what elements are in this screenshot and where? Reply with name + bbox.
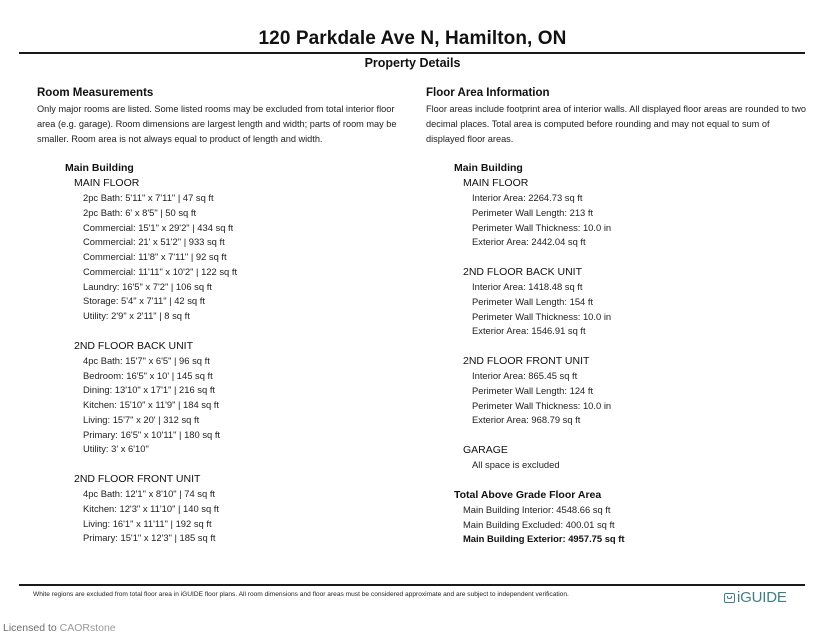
- floor-2nd-front: [37, 472, 412, 546]
- room-item: 2pc Bath: 5'11" x 7'11" | 47 sq ft: [83, 192, 214, 203]
- floor-name: 2ND FLOOR FRONT UNIT: [74, 473, 201, 485]
- room-item: Kitchen: 15'10" x 11'9" | 184 sq ft: [83, 399, 220, 410]
- room-item: Living: 15'7" x 20' | 312 sq ft: [83, 413, 200, 425]
- room-item: Kitchen: 12'3" x 11'10" | 140 sq ft: [83, 502, 220, 514]
- area-floor-main: [426, 176, 806, 250]
- license-watermark: [3, 622, 116, 634]
- room-item: 4pc Bath: 12'1" x 8'10" | 74 sq ft: [83, 488, 216, 499]
- floor-area-heading: Floor Area Information: [426, 87, 550, 99]
- area-item: Perimeter Wall Thickness: 10.0 in: [472, 399, 612, 411]
- header-divider: [19, 52, 805, 54]
- total-excluded: Main Building Excluded: 400.01 sq ft: [463, 518, 615, 530]
- floor-area-intro: Floor areas include footprint area of interior walls. All displayed floor areas are rounded to two decimal places. Total area is computed before rounding and may not equal to sum of displayed floor areas.: [426, 104, 806, 144]
- total-exterior: Main Building Exterior: 4957.75 sq ft: [463, 533, 625, 545]
- floor-name: MAIN FLOOR: [463, 177, 529, 189]
- area-floor-garage: [426, 443, 806, 473]
- floor-2nd-back: [37, 339, 412, 457]
- area-item: Exterior Area: 968.79 sq ft: [472, 414, 581, 426]
- room-measurements-intro: Only major rooms are listed. Some listed rooms may be excluded from total interior floor area (e.g. garage). Room dimensions are largest length and width; parts of room may be smaller. Room area is not always equal to product of length and width.: [37, 104, 397, 144]
- room-item: Living: 16'1" x 11'11" | 192 sq ft: [83, 517, 212, 529]
- area-floor-2nd-front: [426, 354, 806, 428]
- room-item: Commercial: 11'8" x 7'11" | 92 sq ft: [83, 251, 227, 262]
- total-area-block: [426, 488, 806, 547]
- room-item: Utility: 2'9" x 2'11" | 8 sq ft: [83, 310, 190, 321]
- room-item: Primary: 15'1" x 12'3" | 185 sq ft: [83, 532, 216, 544]
- room-measurements-section: [37, 86, 412, 561]
- iguide-box-icon: [724, 593, 735, 603]
- room-item: 2pc Bath: 6' x 8'5" | 50 sq ft: [83, 206, 197, 218]
- floor-name: 2ND FLOOR BACK UNIT: [463, 266, 583, 278]
- footer-disclaimer: White regions are excluded from total floor area in iGUIDE floor plans. All room dimensions and floor areas must be considered approximate and are subject to independent verification.: [33, 591, 569, 598]
- building-name: Main Building: [454, 162, 523, 174]
- area-item: Interior Area: 1418.48 sq ft: [472, 281, 583, 292]
- area-item: Perimeter Wall Length: 154 ft: [472, 295, 594, 307]
- room-item: Commercial: 15'1" x 29'2" | 434 sq ft: [83, 221, 234, 233]
- page-subtitle: Property Details: [364, 56, 461, 70]
- room-item: Primary: 16'5" x 10'11" | 180 sq ft: [83, 428, 221, 440]
- floor-main: [37, 176, 412, 324]
- room-item: 4pc Bath: 15'7" x 6'5" | 96 sq ft: [83, 354, 210, 366]
- property-address-title: 120 Parkdale Ave N, Hamilton, ON: [258, 28, 567, 49]
- room-item: Laundry: 16'5" x 7'2" | 106 sq ft: [83, 280, 212, 292]
- room-item: Utility: 3' x 6'10": [83, 443, 149, 455]
- room-item: Commercial: 11'11" x 10'2" | 122 sq ft: [83, 265, 238, 277]
- area-floor-2nd-back: [426, 265, 806, 339]
- floor-name: MAIN FLOOR: [74, 177, 140, 189]
- license-prefix: Licensed to: [3, 622, 60, 634]
- area-item: Interior Area: 2264.73 sq ft: [472, 192, 583, 203]
- building-name: Main Building: [65, 162, 134, 174]
- floor-name: 2ND FLOOR FRONT UNIT: [463, 355, 590, 367]
- room-measurements-heading: Room Measurements: [37, 87, 154, 99]
- floor-name: 2ND FLOOR BACK UNIT: [74, 339, 194, 352]
- area-item: Perimeter Wall Thickness: 10.0 in: [472, 221, 612, 233]
- room-item: Storage: 5'4" x 7'11" | 42 sq ft: [83, 295, 205, 307]
- area-item: Perimeter Wall Length: 213 ft: [472, 206, 594, 218]
- area-item: All space is excluded: [472, 459, 560, 470]
- floor-name: GARAGE: [463, 444, 508, 456]
- footer-divider: [19, 584, 805, 586]
- room-item: Bedroom: 16'5" x 10' | 145 sq ft: [83, 369, 213, 381]
- area-item: Perimeter Wall Length: 124 ft: [472, 384, 594, 396]
- area-item: Perimeter Wall Thickness: 10.0 in: [472, 310, 612, 322]
- room-building-block: [37, 161, 412, 546]
- area-item: Exterior Area: 2442.04 sq ft: [472, 236, 586, 248]
- total-area-heading: Total Above Grade Floor Area: [454, 488, 602, 501]
- area-building-block: [426, 161, 806, 473]
- room-item: Dining: 13'10" x 17'1" | 216 sq ft: [83, 384, 216, 396]
- area-item: Exterior Area: 1546.91 sq ft: [472, 325, 586, 337]
- room-item: Commercial: 21' x 51'2" | 933 sq ft: [83, 236, 225, 248]
- total-interior: Main Building Interior: 4548.66 sq ft: [463, 503, 611, 515]
- floor-area-section: [426, 86, 806, 547]
- iguide-logo: [724, 589, 787, 606]
- logo-text: iGUIDE: [737, 589, 787, 606]
- license-name: CAORstone: [59, 622, 116, 634]
- area-item: Interior Area: 865.45 sq ft: [472, 370, 578, 381]
